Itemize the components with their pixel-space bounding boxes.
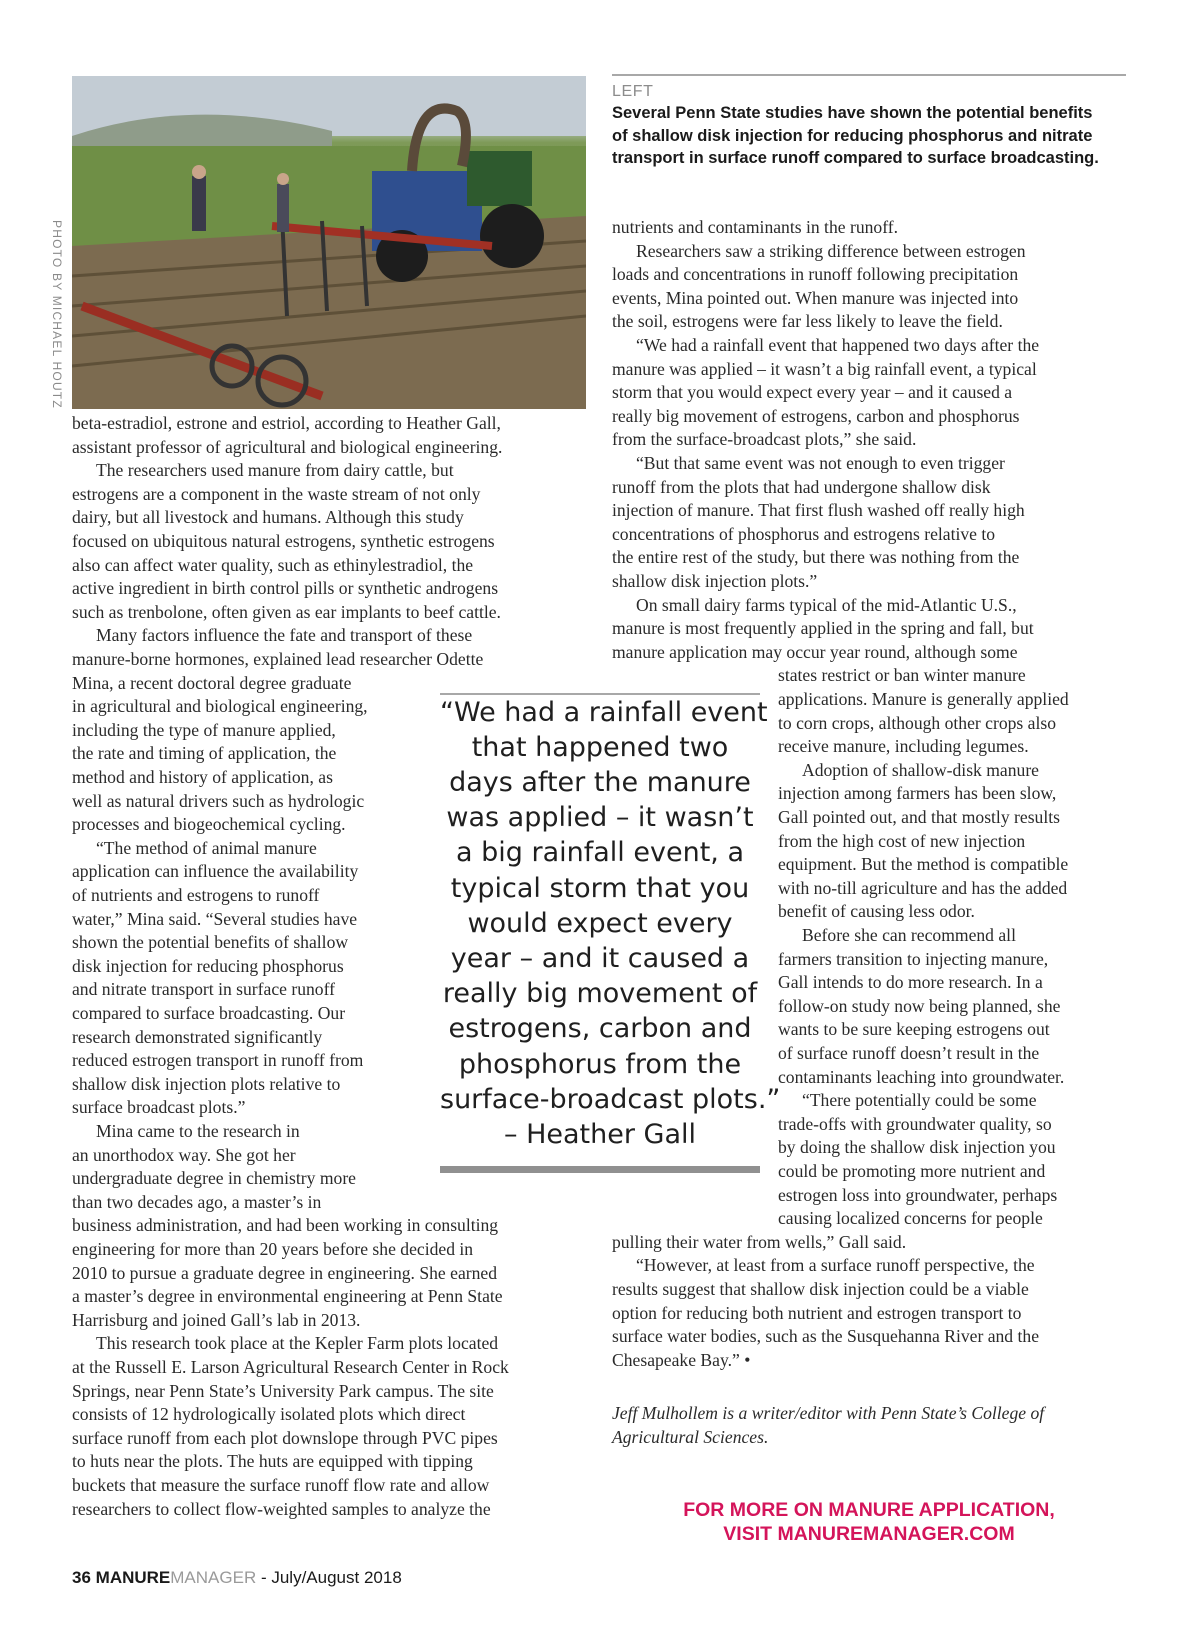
body-line: an unorthodox way. She got her <box>72 1144 296 1165</box>
body-line: processes and biogeochemical cycling. <box>72 814 346 835</box>
body-line: water,” Mina said. “Several studies have <box>72 908 358 929</box>
body-line: active ingredient in birth control pills or synthetic androgens <box>72 578 499 599</box>
body-line: by doing the shallow disk injection you <box>778 1137 1056 1158</box>
pull-quote-line: estrogens, carbon and <box>448 1013 752 1045</box>
body-line: really big movement of estrogens, carbon and phosphorus <box>612 405 1020 426</box>
pull-quote-line: would expect every <box>467 907 733 939</box>
pull-quote-line: phosphorus from the <box>458 1048 742 1080</box>
body-line: a master’s degree in environmental engineering at Penn State <box>72 1286 503 1307</box>
body-line: The researchers used manure from dairy cattle, but <box>96 460 454 481</box>
body-line: focused on ubiquitous natural estrogens, synthetic estrogens <box>72 531 495 551</box>
author-bio-line: Agricultural Sciences. <box>612 1426 769 1447</box>
tractor-illustration <box>72 76 586 409</box>
body-line: surface water bodies, such as the Susquehanna River and the <box>612 1326 1040 1347</box>
body-line: “However, at least from a surface runoff perspective, the <box>636 1255 1035 1276</box>
cta-line: FOR MORE ON MANURE APPLICATION, <box>683 1499 1055 1521</box>
body-line: in agricultural and biological engineering, <box>72 696 368 717</box>
pull-quote-line: that happened two <box>471 731 729 763</box>
body-line: 2010 to pursue a graduate degree in engineering. She earned <box>72 1262 498 1283</box>
body-line: Chesapeake Bay.” • <box>612 1349 751 1370</box>
body-line: states restrict or ban winter manure <box>778 665 1026 686</box>
body-line: to corn crops, although other crops also <box>778 712 1057 733</box>
body-line: “But that same event was not enough to even trigger <box>636 453 1005 473</box>
body-line: This research took place at the Kepler Farm plots located <box>96 1333 499 1354</box>
pull-quote-line: really big movement of <box>442 978 758 1010</box>
body-line: at the Russell E. Larson Agricultural Research Center in Rock <box>72 1357 509 1377</box>
author-bio-line: Jeff Mulhollem is a writer/editor with Penn State’s College of <box>612 1403 1045 1423</box>
pull-quote-attribution: – Heather Gall <box>503 1118 696 1150</box>
body-line: the rate and timing of application, the <box>72 743 337 764</box>
body-line: application can influence the availability <box>72 861 359 882</box>
body-line: shown the potential benefits of shallow <box>72 932 349 953</box>
body-line: undergraduate degree in chemistry more <box>72 1168 356 1189</box>
body-line: than two decades ago, a master’s in <box>72 1191 322 1212</box>
body-line: also can affect water quality, such as ethinylestradiol, the <box>72 554 474 575</box>
body-line: consists of 12 hydrologically isolated plots which direct <box>72 1404 466 1425</box>
body-line: equipment. But the method is compatible <box>778 854 1069 875</box>
body-line: from the surface-broadcast plots,” she said. <box>612 429 917 450</box>
body-line: the soil, estrogens were far less likely to leave the field. <box>612 311 1003 332</box>
cta-line: VISIT MANUREMANAGER.COM <box>723 1523 1015 1545</box>
body-line: Many factors influence the fate and transport of these <box>96 625 473 646</box>
body-line: manure-borne hormones, explained lead researcher Odette <box>72 649 484 669</box>
body-line: Adoption of shallow-disk manure <box>802 759 1039 780</box>
body-line: assistant professor of agricultural and biological engineering. <box>72 436 503 457</box>
body-line: disk injection for reducing phosphorus <box>72 955 344 976</box>
pull-quote-line: a big rainfall event, a <box>456 837 744 869</box>
body-line: trade-offs with groundwater quality, so <box>778 1113 1052 1134</box>
body-line: shallow disk injection plots relative to <box>72 1073 341 1094</box>
body-line: method and history of application, as <box>72 767 333 787</box>
body-line: estrogens are a component in the waste stream of not only <box>72 483 481 504</box>
body-line: storm that you would expect every year – and it caused a <box>612 382 1013 403</box>
body-line: runoff from the plots that had undergone shallow disk <box>612 476 991 497</box>
body-line: engineering for more than 20 years before she decided in <box>72 1239 474 1259</box>
pull-quote-bottom-rule <box>440 1166 760 1173</box>
body-line: manure application may occur year round, although some <box>612 641 1018 662</box>
body-line: option for reducing both nutrient and estrogen transport to <box>612 1302 1022 1323</box>
pull-quote-line: days after the manure <box>449 766 751 798</box>
pull-quote-line: was applied – it wasn’t <box>446 802 754 834</box>
body-line: “The method of animal manure <box>96 837 317 858</box>
body-line: Gall pointed out, and that mostly results <box>778 807 1060 827</box>
body-line: Mina came to the research in <box>96 1121 300 1141</box>
body-line: reduced estrogen transport in runoff from <box>72 1050 364 1071</box>
body-line: dairy, but all livestock and humans. Although this study <box>72 507 464 528</box>
body-line: such as trenbolone, often given as ear implants to beef cattle. <box>72 601 501 622</box>
body-line: Springs, near Penn State’s University Park campus. The site <box>72 1380 494 1401</box>
body-line: manure is most frequently applied in the spring and fall, but <box>612 618 1034 639</box>
body-line: and nitrate transport in surface runoff <box>72 979 335 1000</box>
body-line: results suggest that shallow disk injection could be a viable <box>612 1279 1029 1299</box>
caption-line: Several Penn State studies have shown the potential benefits <box>612 104 1093 122</box>
body-line: research demonstrated significantly <box>72 1026 323 1047</box>
body-line: events, Mina pointed out. When manure was injected into <box>612 287 1019 308</box>
body-line: to huts near the plots. The huts are equipped with tipping <box>72 1451 473 1472</box>
body-line: well as natural drivers such as hydrologic <box>72 790 365 811</box>
photo-caption <box>612 74 1126 170</box>
page-footer <box>72 1568 402 1588</box>
body-line: including the type of manure applied, <box>72 719 336 740</box>
caption-kicker: LEFT <box>612 83 654 100</box>
body-line: wants to be sure keeping estrogens out <box>778 1019 1050 1040</box>
body-line: surface broadcast plots.” <box>72 1097 246 1118</box>
body-line: could be promoting more nutrient and <box>778 1161 1046 1181</box>
body-line: injection of manure. That first flush washed off really high <box>612 500 1025 521</box>
body-line: Gall intends to do more research. In a <box>778 972 1043 993</box>
caption-line: transport in surface runoff compared to surface broadcasting. <box>612 149 1099 167</box>
body-line: “We had a rainfall event that happened two days after the <box>636 335 1040 355</box>
body-line: estrogen loss into groundwater, perhaps <box>778 1184 1058 1205</box>
pull-quote-line: year – and it caused a <box>450 942 750 974</box>
body-line: of nutrients and estrogens to runoff <box>72 885 320 905</box>
cta-link[interactable] <box>612 1498 1126 1546</box>
pull-quote-line: typical storm that you <box>450 872 750 904</box>
brand-bold: MANURE <box>95 1568 171 1587</box>
body-line: the entire rest of the study, but there was nothing from the <box>612 547 1020 568</box>
body-line: receive manure, including legumes. <box>778 736 1029 757</box>
body-line: with no-till agriculture and has the added <box>778 877 1068 898</box>
body-line: Before she can recommend all <box>802 925 1016 945</box>
photo-credit: PHOTO BY MICHAEL HOUTZ <box>50 220 64 409</box>
body-line: follow-on study now being planned, she <box>778 995 1061 1016</box>
body-line: applications. Manure is generally applied <box>778 689 1069 709</box>
pull-quote-line: “We had a rainfall event <box>440 696 768 728</box>
body-line: loads and concentrations in runoff following precipitation <box>612 264 1019 285</box>
body-line: shallow disk injection plots.” <box>612 571 818 591</box>
body-line: causing localized concerns for people <box>778 1208 1043 1229</box>
caption-line: of shallow disk injection for reducing phosphorus and nitrate <box>612 126 1093 145</box>
body-line: Harrisburg and joined Gall’s lab in 2013. <box>72 1309 361 1330</box>
body-line: pulling their water from wells,” Gall said. <box>612 1231 907 1252</box>
body-line: benefit of causing less odor. <box>778 901 975 922</box>
body-line: buckets that measure the surface runoff flow rate and allow <box>72 1475 490 1495</box>
body-line: from the high cost of new injection <box>778 830 1026 851</box>
body-line: manure was applied – it wasn’t a big rainfall event, a typical <box>612 358 1037 379</box>
body-line: beta-estradiol, estrone and estriol, according to Heather Gall, <box>72 413 501 433</box>
body-line: On small dairy farms typical of the mid-Atlantic U.S., <box>636 594 1017 615</box>
body-line: Mina, a recent doctoral degree graduate <box>72 672 352 693</box>
body-line: Researchers saw a striking difference between estrogen <box>636 240 1026 261</box>
body-line: researchers to collect flow-weighted samples to analyze the <box>72 1498 491 1519</box>
body-line: surface runoff from each plot downslope through PVC pipes <box>72 1427 498 1448</box>
body-line: injection among farmers has been slow, <box>778 783 1057 804</box>
pull-quote-line: surface-broadcast plots.” <box>440 1083 781 1115</box>
issue-date: - July/August 2018 <box>260 1568 402 1587</box>
body-line: business administration, and had been working in consulting <box>72 1215 499 1236</box>
pull-quote <box>440 693 781 1173</box>
body-line: contaminants leaching into groundwater. <box>778 1066 1065 1087</box>
body-line: concentrations of phosphorus and estrogens relative to <box>612 523 996 544</box>
body-line: nutrients and contaminants in the runoff. <box>612 217 899 237</box>
body-line: farmers transition to injecting manure, <box>778 948 1049 969</box>
body-line: “There potentially could be some <box>802 1090 1037 1111</box>
page-number: 36 <box>72 1568 91 1587</box>
brand-light: MANAGER <box>170 1568 257 1587</box>
tractor-photo <box>72 76 586 409</box>
caption-rule <box>612 74 1126 76</box>
body-line: compared to surface broadcasting. Our <box>72 1003 346 1023</box>
body-line: of surface runoff doesn’t result in the <box>778 1043 1040 1063</box>
